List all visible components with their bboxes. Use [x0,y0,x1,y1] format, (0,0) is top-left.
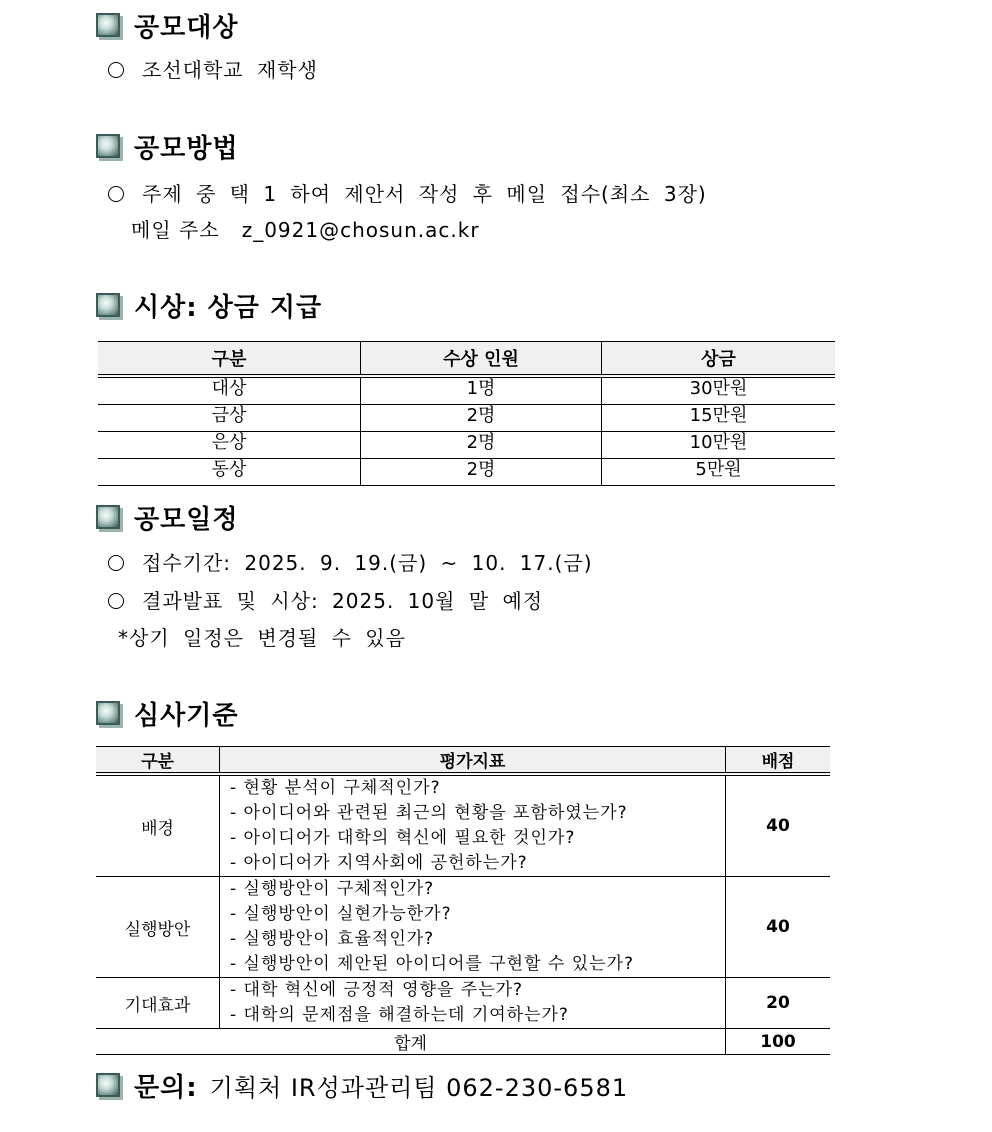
section-heading-award [96,288,322,322]
score-cell: 20 [726,978,831,1029]
table-row [98,432,835,459]
section-title: 공모방법 [134,133,239,164]
bullet-line: 조선대학교 재학생 [108,54,318,83]
circle-bullet-icon [108,62,124,78]
table-header-row [96,747,830,775]
section-heading-method [96,129,238,163]
criteria-item: - 실행방안이 효율적인가? [230,929,435,949]
section-title: 공모대상 [134,12,239,43]
total-score: 100 [726,1029,831,1055]
square-bullet-icon [96,1073,120,1097]
column-header: 구분 [98,342,361,377]
criteria-item: - 아이디어가 지역사회에 공헌하는가? [230,853,528,873]
category-cell: 기대효과 [96,978,220,1029]
table-cell: 15만원 [602,405,836,432]
bullet-line: 접수기간: 2025. 9. 19.(금) ~ 10. 17.(금) [108,547,593,576]
square-bullet-icon [96,505,120,529]
section-title-rest: 상금 지급 [207,292,323,323]
category-cell: 실행방안 [96,877,220,978]
section-heading-contact [96,1068,628,1102]
category-cell: 배경 [96,774,220,877]
criteria-table [96,746,830,1055]
table-row [98,459,835,486]
circle-bullet-icon [108,593,124,609]
score-cell: 40 [726,774,831,877]
criteria-items-cell [220,978,726,1029]
section-title: 시상: [134,292,198,323]
section-heading-target [96,8,238,42]
table-cell: 2명 [361,405,602,432]
table-cell: 1명 [361,376,602,405]
criteria-item: - 대학 혁신에 긍정적 영향을 주는가? [230,980,524,1000]
criteria-item: - 대학의 문제점을 해결하는데 기여하는가? [230,1005,569,1025]
square-bullet-icon [96,293,120,317]
column-header: 구분 [96,747,220,775]
table-cell: 2명 [361,432,602,459]
table-row [96,978,830,1029]
table-cell: 은상 [98,432,361,459]
criteria-item: - 현황 분석이 구체적인가? [230,778,441,798]
section-heading-schedule [96,500,238,534]
column-header: 배점 [726,747,831,775]
schedule-note: *상기 일정은 변경될 수 있음 [118,626,406,650]
table-cell: 5만원 [602,459,836,486]
table-total-row [96,1029,830,1055]
section-heading-criteria [96,696,238,730]
table-cell: 10만원 [602,432,836,459]
table-cell: 금상 [98,405,361,432]
table-header-row [98,342,835,377]
section-title: 문의: [134,1072,198,1103]
circle-bullet-icon [108,555,124,571]
table-cell: 30만원 [602,376,836,405]
criteria-items-cell [220,774,726,877]
criteria-item: - 아이디어가 대학의 혁신에 필요한 것인가? [230,828,576,848]
criteria-item: - 실행방안이 제안된 아이디어를 구현할 수 있는가? [230,954,635,974]
section-title: 공모일정 [134,504,239,535]
bullet-line: 결과발표 및 시상: 2025. 10월 말 예정 [108,585,543,614]
table-row [98,376,835,405]
criteria-items-cell [220,877,726,978]
table-cell: 동상 [98,459,361,486]
column-header: 수상 인원 [361,342,602,377]
table-row [98,405,835,432]
total-label: 합계 [96,1029,726,1055]
criteria-item: - 아이디어와 관련된 최근의 현황을 포함하였는가? [230,803,628,823]
column-header: 상금 [602,342,836,377]
score-cell: 40 [726,877,831,978]
square-bullet-icon [96,13,120,37]
criteria-item: - 실행방안이 실현가능한가? [230,904,452,924]
criteria-item: - 실행방안이 구체적인가? [230,879,435,899]
column-header: 평가지표 [220,747,726,775]
table-row [96,877,830,978]
prize-table [98,341,835,486]
email-line: 메일 주소 z_0921@chosun.ac.kr [131,218,480,242]
section-title: 심사기준 [134,700,239,731]
bullet-line: 주제 중 택 1 하여 제안서 작성 후 메일 접수(최소 3장) [108,178,707,207]
square-bullet-icon [96,701,120,725]
table-cell: 2명 [361,459,602,486]
table-row [96,774,830,877]
square-bullet-icon [96,134,120,158]
circle-bullet-icon [108,186,124,202]
table-cell: 대상 [98,376,361,405]
contact-info: 기획처 IR성과관리팀 062-230-6581 [209,1073,629,1102]
